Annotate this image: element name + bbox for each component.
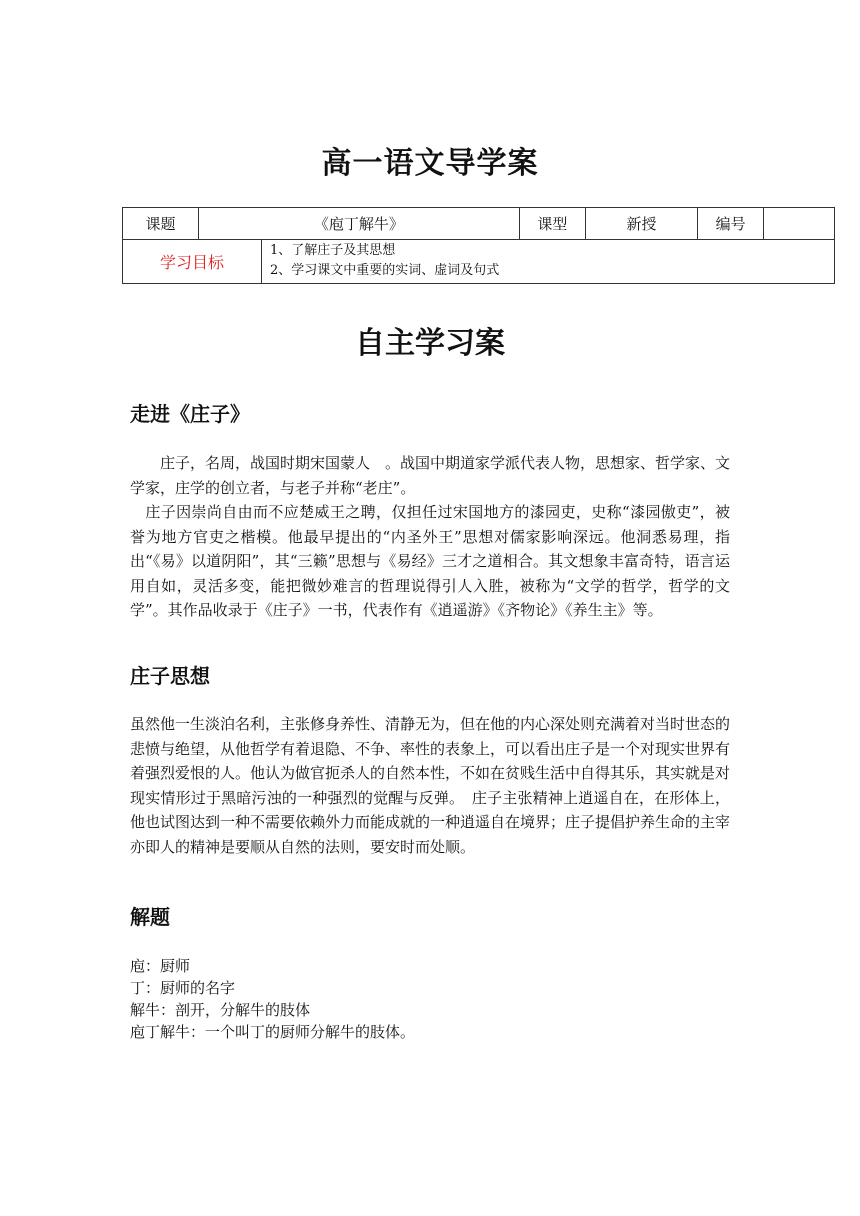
intro-paragraph-1: 庄子，名周，战国时期宋国蒙人 。战国中期道家学派代表人物，思想家、哲学家、文学家，庄学的创立者，与老子并称“老庄”。 [130, 454, 731, 497]
section-heading-zhuangzi: 走进《庄子》 [130, 402, 250, 426]
explain-line: 丁：厨师的名字 [130, 979, 236, 997]
topic-value: 《庖丁解牛》 [199, 208, 520, 240]
info-table [122, 207, 835, 240]
page-title: 高一语文导学案 [321, 146, 539, 181]
explain-line: 庖：厨师 [130, 957, 191, 975]
goal-item: 1、了解庄子及其思想 [270, 243, 396, 258]
section-heading-thought: 庄子思想 [130, 664, 210, 688]
goals-table [122, 239, 835, 284]
number-value [764, 208, 835, 240]
explain-line: 庖丁解牛：一个叫丁的厨师分解牛的肢体。 [130, 1023, 416, 1041]
type-value: 新授 [586, 208, 698, 240]
section-heading-title-explain: 解题 [130, 905, 170, 929]
type-label: 课型 [519, 208, 585, 240]
title-explanation-list [130, 955, 730, 1043]
thought-paragraph: 虽然他一生淡泊名利，主张修身养性、清静无为，但在他的内心深处则充满着对当时世态的悲愤与绝望，从他哲学有着退隐、不争、率性的表象上，可以看出庄子是一个对现实世界有着强烈爱恨的人。他认为做官扼杀人的自然本性，不如在贫贱生活中自得其乐，其实就是对现实情形过于黑暗污浊的一种强烈的觉醒与反弹。 庄子主张精神上逍遥自在，在形体上，他也试图达到一种不需要依赖外力而能成就的一种逍遥自在境界；庄子提倡护养生命的主宰亦即人的精神是要顺从自然的法则，要安时而处顺。 [130, 715, 731, 856]
zhuangzi-intro [130, 451, 730, 623]
info-row-header [123, 208, 835, 240]
goals-label: 学习目标 [123, 239, 262, 284]
explain-line: 解牛：剖开，分解牛的肢体 [130, 1001, 311, 1019]
goals-list [262, 239, 835, 284]
topic-label: 课题 [123, 208, 199, 240]
number-label: 编号 [697, 208, 763, 240]
goal-item: 2、学习课文中重要的实词、虚词及句式 [270, 263, 500, 278]
intro-paragraph-2: 庄子因崇尚自由而不应楚威王之聘，仅担任过宋国地方的漆园吏，史称“漆园傲吏”，被誉为地方官吏之楷模。他最早提出的“内圣外王”思想对儒家影响深远。他洞悉易理，指出“《易》以道阴阳”，其“三籁”思想与《易经》三才之道相合。其文想象丰富奇特，语言运用自如，灵活多变，能把微妙难言的哲理说得引人入胜，被称为“文学的哲学，哲学的文学”。其作品收录于《庄子》一书，代表作有《逍遥游》《齐物论》《养生主》等。 [130, 503, 730, 619]
section-title: 自主学习案 [355, 326, 505, 361]
